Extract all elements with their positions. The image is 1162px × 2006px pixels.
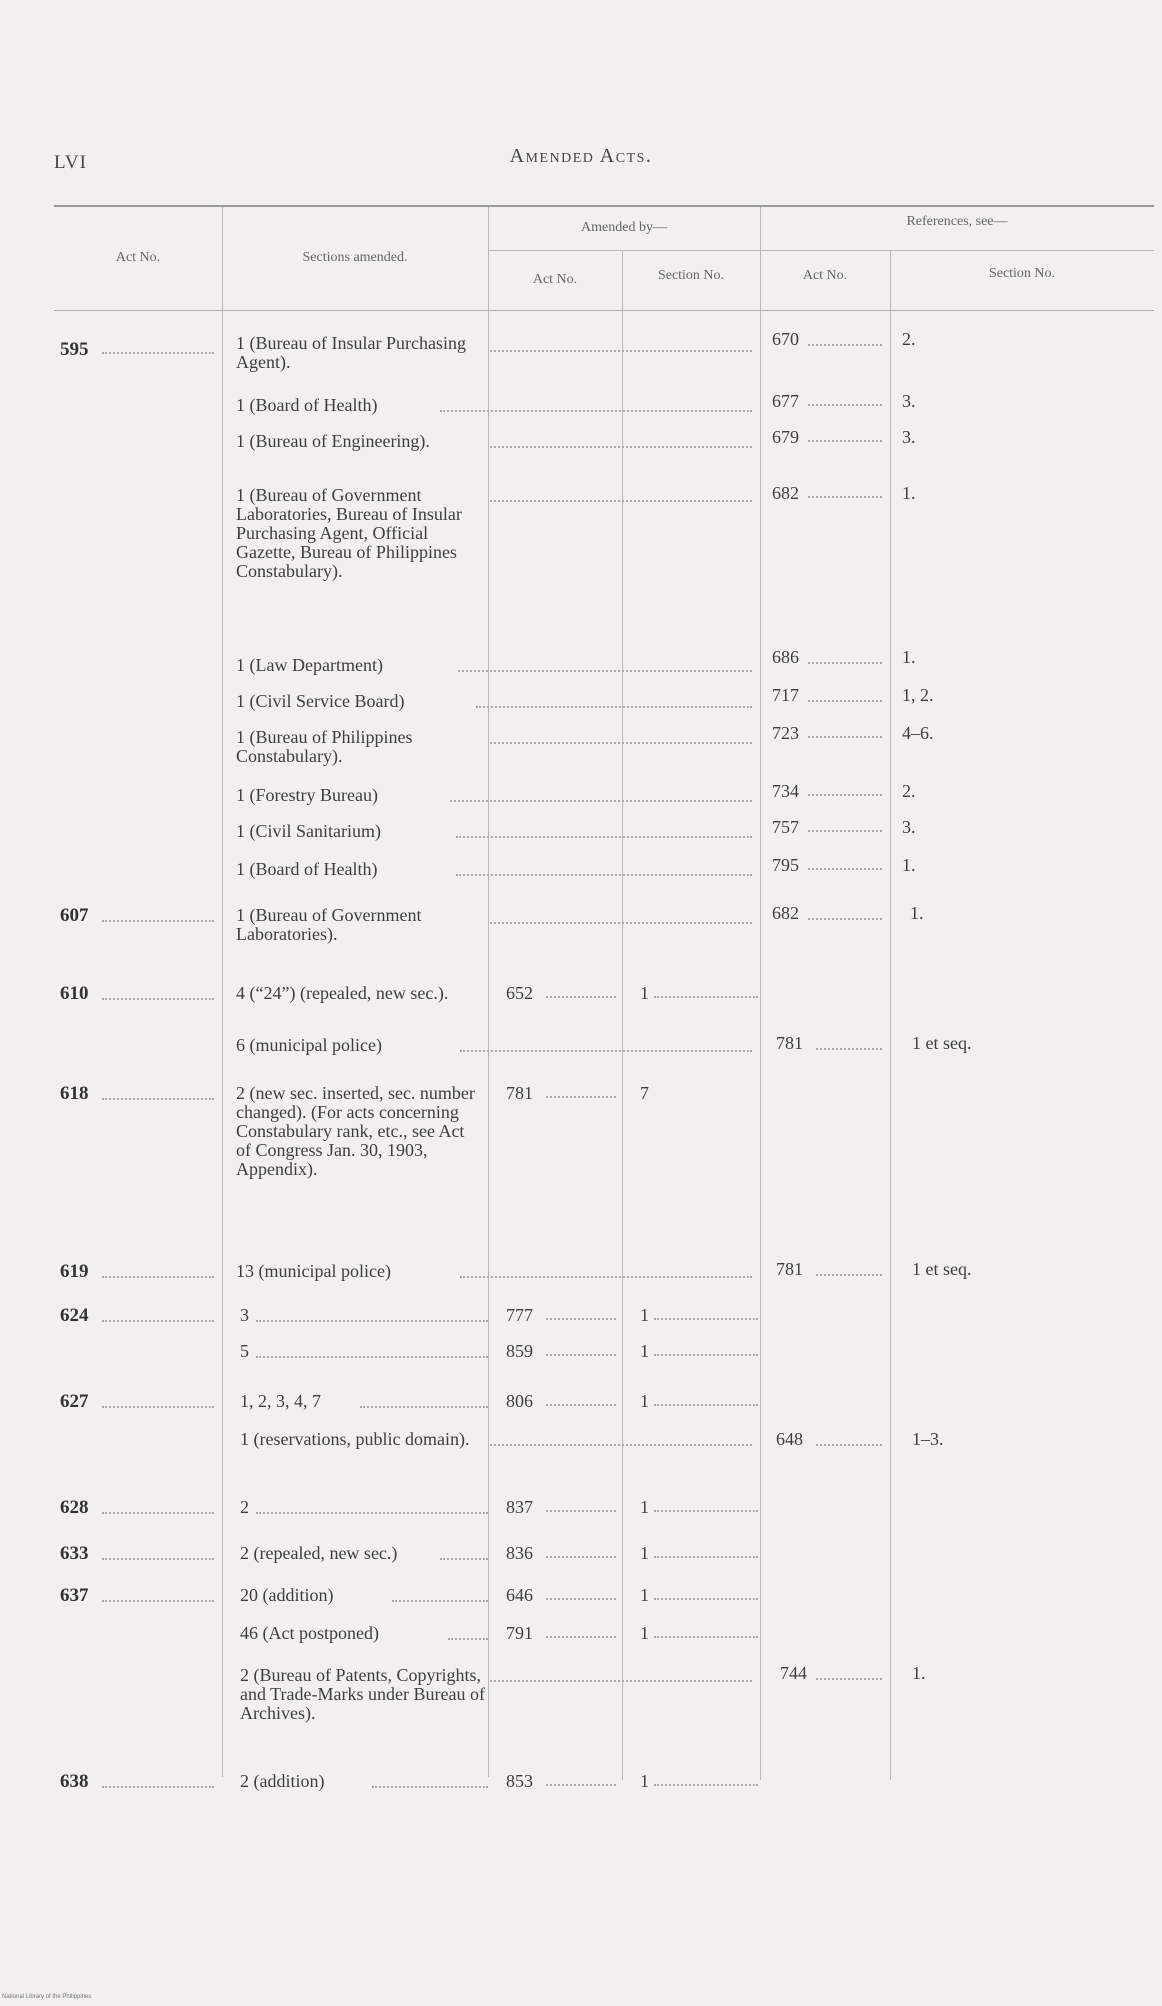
header-ref-section-no: Section No.: [988, 266, 1056, 281]
row-ref-section-no: 1–3.: [912, 1429, 944, 1449]
row-amended-act-no: 859: [506, 1341, 533, 1361]
row-act-no: 624: [60, 1305, 89, 1326]
row-act-no: 627: [60, 1391, 89, 1412]
header-amended-by: Amended by—: [581, 220, 667, 235]
row-sections: 1 (Civil Service Board): [236, 691, 405, 711]
header-amended-act-no: Act No.: [532, 272, 578, 287]
footer-credit: National Library of the Philippines: [2, 1994, 92, 2000]
row-amended-section-no: 1: [640, 1543, 649, 1563]
row-amended-act-no: 853: [506, 1771, 533, 1791]
header-sections-amended: Sections amended.: [302, 250, 408, 265]
header-references: References, see—: [906, 214, 1008, 229]
row-amended-act-no: 806: [506, 1391, 533, 1411]
row-ref-section-no: 2.: [902, 329, 916, 349]
row-act-no: 633: [60, 1543, 89, 1564]
row-amended-section-no: 1: [640, 1305, 649, 1325]
row-sections: 1 (Forestry Bureau): [236, 785, 378, 805]
row-ref-act-no: 734: [772, 781, 799, 801]
row-ref-section-no: 3.: [902, 817, 916, 837]
row-sections: 13 (municipal police): [236, 1261, 391, 1281]
row-amended-act-no: 781: [506, 1083, 533, 1103]
row-amended-section-no: 1: [640, 1341, 649, 1361]
row-sections: 1 (Bureau of Engineering).: [236, 431, 430, 451]
col-divider-4: [760, 207, 761, 1780]
row-sections: 1 (Bureau of Government Laboratories).: [236, 905, 422, 944]
row-sections: 2: [240, 1497, 249, 1517]
col-divider-1: [222, 207, 223, 1777]
row-ref-act-no: 682: [772, 903, 799, 923]
row-amended-section-no: 1: [640, 1623, 649, 1643]
row-sections: 20 (addition): [240, 1585, 334, 1605]
amended-by-underline: [488, 250, 760, 251]
header-amended-section-no: Section No.: [657, 268, 725, 283]
row-sections: 1 (Bureau of Government Laboratories, Bureau of Insular Purchasing Agent, Official Gazette, Bureau of Philippines Constabulary).: [236, 485, 462, 581]
row-sections: 3: [240, 1305, 249, 1325]
row-ref-section-no: 3.: [902, 391, 916, 411]
row-sections: 1 (Bureau of Insular Purchasing Agent).: [236, 333, 466, 372]
page-title: Amended Acts.: [509, 145, 653, 167]
row-ref-section-no: 1.: [910, 903, 924, 923]
row-amended-act-no: 836: [506, 1543, 533, 1563]
row-ref-act-no: 781: [776, 1033, 803, 1053]
row-amended-section-no: 7: [640, 1083, 649, 1103]
row-sections: 1 (Board of Health): [236, 859, 378, 879]
row-amended-section-no: 1: [640, 1585, 649, 1605]
row-amended-section-no: 1: [640, 1391, 649, 1411]
row-ref-act-no: 744: [780, 1663, 807, 1683]
row-amended-act-no: 652: [506, 983, 533, 1003]
row-amended-section-no: 1: [640, 1497, 649, 1517]
row-ref-act-no: 723: [772, 723, 799, 743]
header-act-no: Act No.: [115, 250, 161, 265]
row-ref-section-no: 1.: [912, 1663, 926, 1683]
row-ref-act-no: 781: [776, 1259, 803, 1279]
row-act-no: 607: [60, 905, 89, 926]
row-sections: 2 (new sec. inserted, sec. number changed). (For acts concerning Constabulary rank, etc., see Act of Congress Jan. 30, 1903, Appendix).: [236, 1083, 475, 1179]
row-ref-section-no: 1.: [902, 647, 916, 667]
row-sections: 1 (Bureau of Philippines Constabulary).: [236, 727, 413, 766]
row-sections: 1 (Law Department): [236, 655, 383, 675]
row-sections: 1 (Board of Health): [236, 395, 378, 415]
row-sections: 5: [240, 1341, 249, 1361]
row-amended-act-no: 646: [506, 1585, 533, 1605]
row-act-no: 595: [60, 339, 89, 360]
row-ref-act-no: 670: [772, 329, 799, 349]
row-amended-act-no: 777: [506, 1305, 533, 1325]
row-ref-section-no: 4–6.: [902, 723, 934, 743]
row-ref-section-no: 1.: [902, 483, 916, 503]
references-underline: [760, 250, 1154, 251]
row-amended-act-no: 791: [506, 1623, 533, 1643]
row-sections: 1, 2, 3, 4, 7: [240, 1391, 321, 1411]
row-ref-act-no: 686: [772, 647, 799, 667]
row-amended-act-no: 837: [506, 1497, 533, 1517]
row-ref-act-no: 648: [776, 1429, 803, 1449]
row-ref-section-no: 3.: [902, 427, 916, 447]
row-sections: 2 (Bureau of Patents, Copyrights, and Trade-Marks under Bureau of Archives).: [240, 1665, 485, 1723]
row-ref-act-no: 795: [772, 855, 799, 875]
header-ref-act-no: Act No.: [802, 268, 848, 283]
header-bottom-rule: [54, 310, 1154, 311]
row-sections: 2 (addition): [240, 1771, 325, 1791]
row-ref-act-no: 717: [772, 685, 799, 705]
table-top-rule: [54, 205, 1154, 207]
row-act-no: 638: [60, 1771, 89, 1792]
row-ref-act-no: 757: [772, 817, 799, 837]
page-number: LVI: [54, 152, 87, 173]
col-divider-2: [488, 207, 489, 1777]
row-sections: 1 (reservations, public domain).: [240, 1429, 470, 1449]
row-act-no: 628: [60, 1497, 89, 1518]
row-sections: 6 (municipal police): [236, 1035, 382, 1055]
row-ref-act-no: 682: [772, 483, 799, 503]
row-ref-act-no: 679: [772, 427, 799, 447]
row-ref-section-no: 1.: [902, 855, 916, 875]
row-ref-section-no: 1, 2.: [902, 685, 934, 705]
col-divider-3: [622, 250, 623, 1780]
row-sections: 4 (“24”) (repealed, new sec.).: [236, 983, 449, 1003]
row-act-no: 610: [60, 983, 89, 1004]
row-amended-section-no: 1: [640, 983, 649, 1003]
row-amended-section-no: 1: [640, 1771, 649, 1791]
row-sections: 2 (repealed, new sec.): [240, 1543, 398, 1563]
row-ref-section-no: 1 et seq.: [912, 1259, 972, 1279]
row-ref-section-no: 1 et seq.: [912, 1033, 972, 1053]
row-ref-act-no: 677: [772, 391, 799, 411]
row-ref-section-no: 2.: [902, 781, 916, 801]
row-act-no: 618: [60, 1083, 89, 1104]
row-sections: 46 (Act postponed): [240, 1623, 379, 1643]
row-act-no: 619: [60, 1261, 89, 1282]
col-divider-5: [890, 250, 891, 1780]
row-sections: 1 (Civil Sanitarium): [236, 821, 381, 841]
row-act-no: 637: [60, 1585, 89, 1606]
